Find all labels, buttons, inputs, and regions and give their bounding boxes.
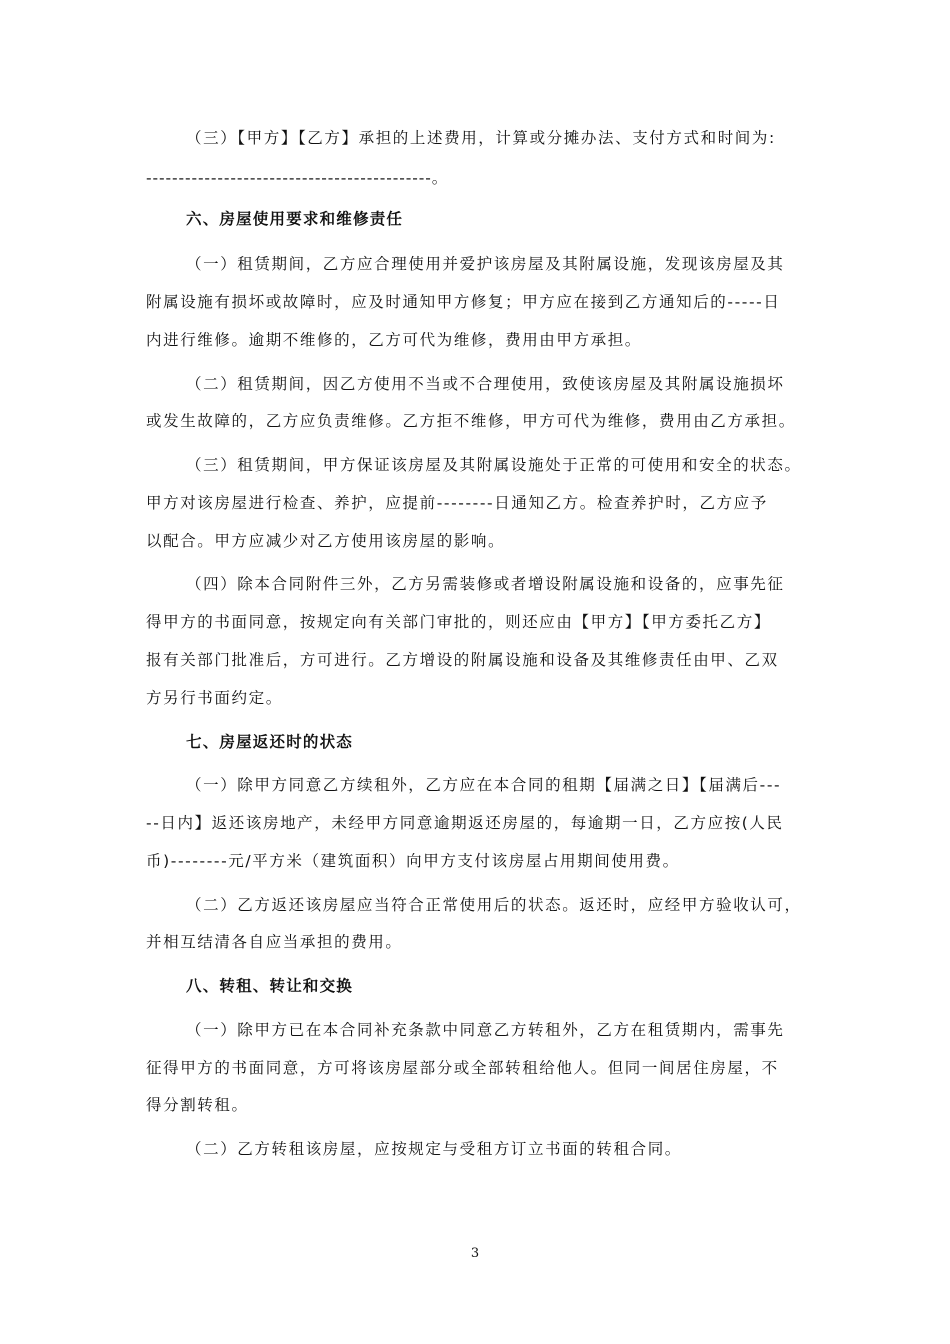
paragraph-line: 或发生故障的，乙方应负责维修。乙方拒不维修，甲方可代为维修，费用由乙方承担。 — [146, 412, 796, 430]
paragraph-line: （二）乙方转租该房屋，应按规定与受租方订立书面的转租合同。 — [186, 1140, 682, 1158]
paragraph-line: （四）除本合同附件三外，乙方另需装修或者增设附属设施和设备的，应事先征 — [186, 575, 785, 593]
section-heading: 七、房屋返还时的状态 — [186, 733, 354, 751]
paragraph-line: （二）乙方返还该房屋应当符合正常使用后的状态。返还时，应经甲方验收认可， — [186, 896, 802, 914]
section-heading: 八、转租、转让和交换 — [186, 977, 354, 995]
paragraph-line: （一）除甲方同意乙方续租外，乙方应在本合同的租期【届满之日】【届满后--- — [186, 776, 782, 794]
paragraph-line: --------------------------------------------。 — [146, 169, 449, 187]
paragraph-line: （一）除甲方已在本合同补充条款中同意乙方转租外，乙方在租赁期内，需事先 — [186, 1021, 785, 1039]
paragraph-line: 币)--------元/平方米（建筑面积）向甲方支付该房屋占用期间使用费。 — [146, 852, 680, 870]
paragraph-line: 附属设施有损坏或故障时，应及时通知甲方修复；甲方应在接到乙方通知后的-----日 — [146, 293, 781, 311]
paragraph-line: 并相互结清各自应当承担的费用。 — [146, 933, 403, 951]
paragraph-line: 以配合。甲方应减少对乙方使用该房屋的影响。 — [146, 532, 506, 550]
page-number: 3 — [470, 1246, 480, 1261]
paragraph-line: 得分割转租。 — [146, 1096, 249, 1114]
paragraph-line: （一）租赁期间，乙方应合理使用并爱护该房屋及其附属设施，发现该房屋及其 — [186, 255, 785, 273]
paragraph-line: （三）租赁期间，甲方保证该房屋及其附属设施处于正常的可使用和安全的状态。 — [186, 456, 802, 474]
paragraph-line: 得甲方的书面同意，按规定向有关部门审批的，则还应由【甲方】【甲方委托乙方】 — [146, 613, 771, 631]
section-heading: 六、房屋使用要求和维修责任 — [186, 210, 404, 228]
paragraph-line: （三）【甲方】【乙方】承担的上述费用，计算或分摊办法、支付方式和时间为: — [186, 129, 776, 147]
paragraph-line: （二）租赁期间，因乙方使用不当或不合理使用，致使该房屋及其附属设施损坏 — [186, 375, 785, 393]
paragraph-line: --日内】返还该房地产，未经甲方同意逾期返还房屋的，每逾期一日，乙方应按(人民 — [146, 814, 784, 832]
paragraph-line: 内进行维修。逾期不维修的，乙方可代为维修，费用由甲方承担。 — [146, 331, 642, 349]
paragraph-line: 甲方对该房屋进行检查、养护，应提前--------日通知乙方。检查养护时，乙方应予 — [146, 494, 768, 512]
paragraph-line: 报有关部门批准后，方可进行。乙方增设的附属设施和设备及其维修责任由甲、乙双 — [146, 651, 779, 669]
paragraph-line: 方另行书面约定。 — [146, 689, 283, 707]
paragraph-line: 征得甲方的书面同意，方可将该房屋部分或全部转租给他人。但同一间居住房屋，不 — [146, 1059, 779, 1077]
